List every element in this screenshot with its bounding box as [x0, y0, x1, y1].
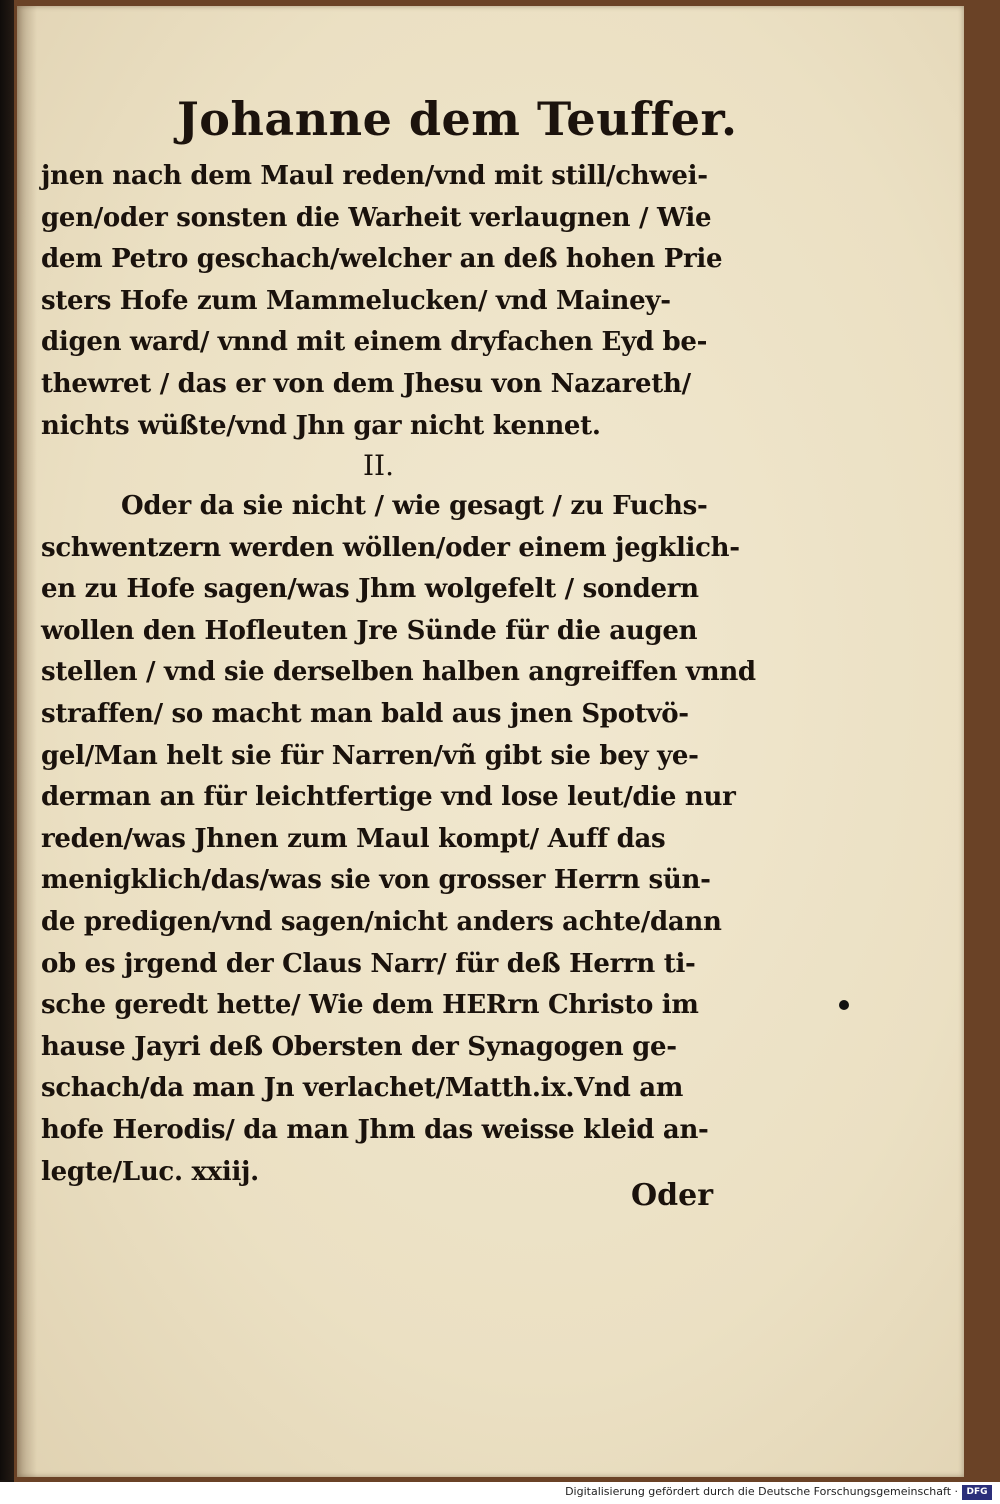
ink-spot — [839, 1000, 849, 1010]
text-line: legte/Luc. xxiij. — [41, 1156, 259, 1187]
page-leaf — [17, 6, 964, 1477]
paragraph-1 — [41, 156, 741, 447]
paragraph-2 — [41, 486, 756, 1193]
text-line: de predigen/vnd sagen/nicht anders achte/dann — [41, 906, 722, 937]
text-line: schach/da man Jn verlachet/Matth.ix.Vnd am — [41, 1073, 684, 1104]
text-line: reden/was Jhnen zum Maul kompt/ Auff das — [41, 823, 666, 854]
running-head: Johanne dem Teuffer. — [177, 92, 738, 146]
text-line: stellen / vnd sie derselben halben angreiffen vnnd — [41, 657, 756, 688]
text-line: Oder da sie nicht / wie gesagt / zu Fuchs- — [121, 491, 708, 521]
text-line: thewret / das er von dem Jhesu von Nazareth/ — [41, 368, 691, 399]
section-number: II. — [363, 449, 395, 482]
digitization-footer — [0, 1482, 1000, 1504]
funding-credit: Digitalisierung gefördert durch die Deutsche Forschungsgemeinschaft · — [565, 1485, 958, 1498]
text-line: hause Jayri deß Obersten der Synagogen ge- — [41, 1031, 677, 1062]
text-line: jnen nach dem Maul reden/vnd mit still/chwei- — [41, 161, 708, 191]
text-line: sters Hofe zum Mammelucken/ vnd Mainey- — [41, 285, 671, 316]
text-line: wollen den Hofleuten Jre Sünde für die augen — [41, 615, 698, 646]
text-line: schwentzern werden wöllen/oder einem jegklich- — [41, 532, 740, 563]
catchword: Oder — [631, 1178, 714, 1213]
text-line: gen/oder sonsten die Warheit verlaugnen / Wie — [41, 202, 712, 233]
text-line: straffen/ so macht man bald aus jnen Spotvö- — [41, 698, 689, 729]
text-line: en zu Hofe sagen/was Jhm wolgefelt / sondern — [41, 574, 699, 605]
text-line: gel/Man helt sie für Narren/vñ gibt sie bey ye- — [41, 740, 699, 771]
text-line: nichts wüßte/vnd Jhn gar nicht kennet. — [41, 410, 601, 441]
text-line: menigklich/das/was sie von grosser Herrn sün- — [41, 865, 711, 896]
text-line: digen ward/ vnnd mit einem dryfachen Eyd be- — [41, 327, 708, 358]
text-line: ob es jrgend der Claus Narr/ für deß Herrn ti- — [41, 948, 696, 979]
text-line: sche geredt hette/ Wie dem HERrn Christo im — [41, 990, 699, 1021]
text-line: derman an für leichtfertige vnd lose leut/die nur — [41, 782, 736, 813]
text-line: dem Petro geschach/welcher an deß hohen Prie — [41, 244, 723, 275]
text-line: hofe Herodis/ da man Jhm das weisse kleid an- — [41, 1114, 709, 1145]
dfg-logo-icon: DFG — [962, 1485, 992, 1500]
page-gutter-shadow — [17, 6, 37, 1477]
